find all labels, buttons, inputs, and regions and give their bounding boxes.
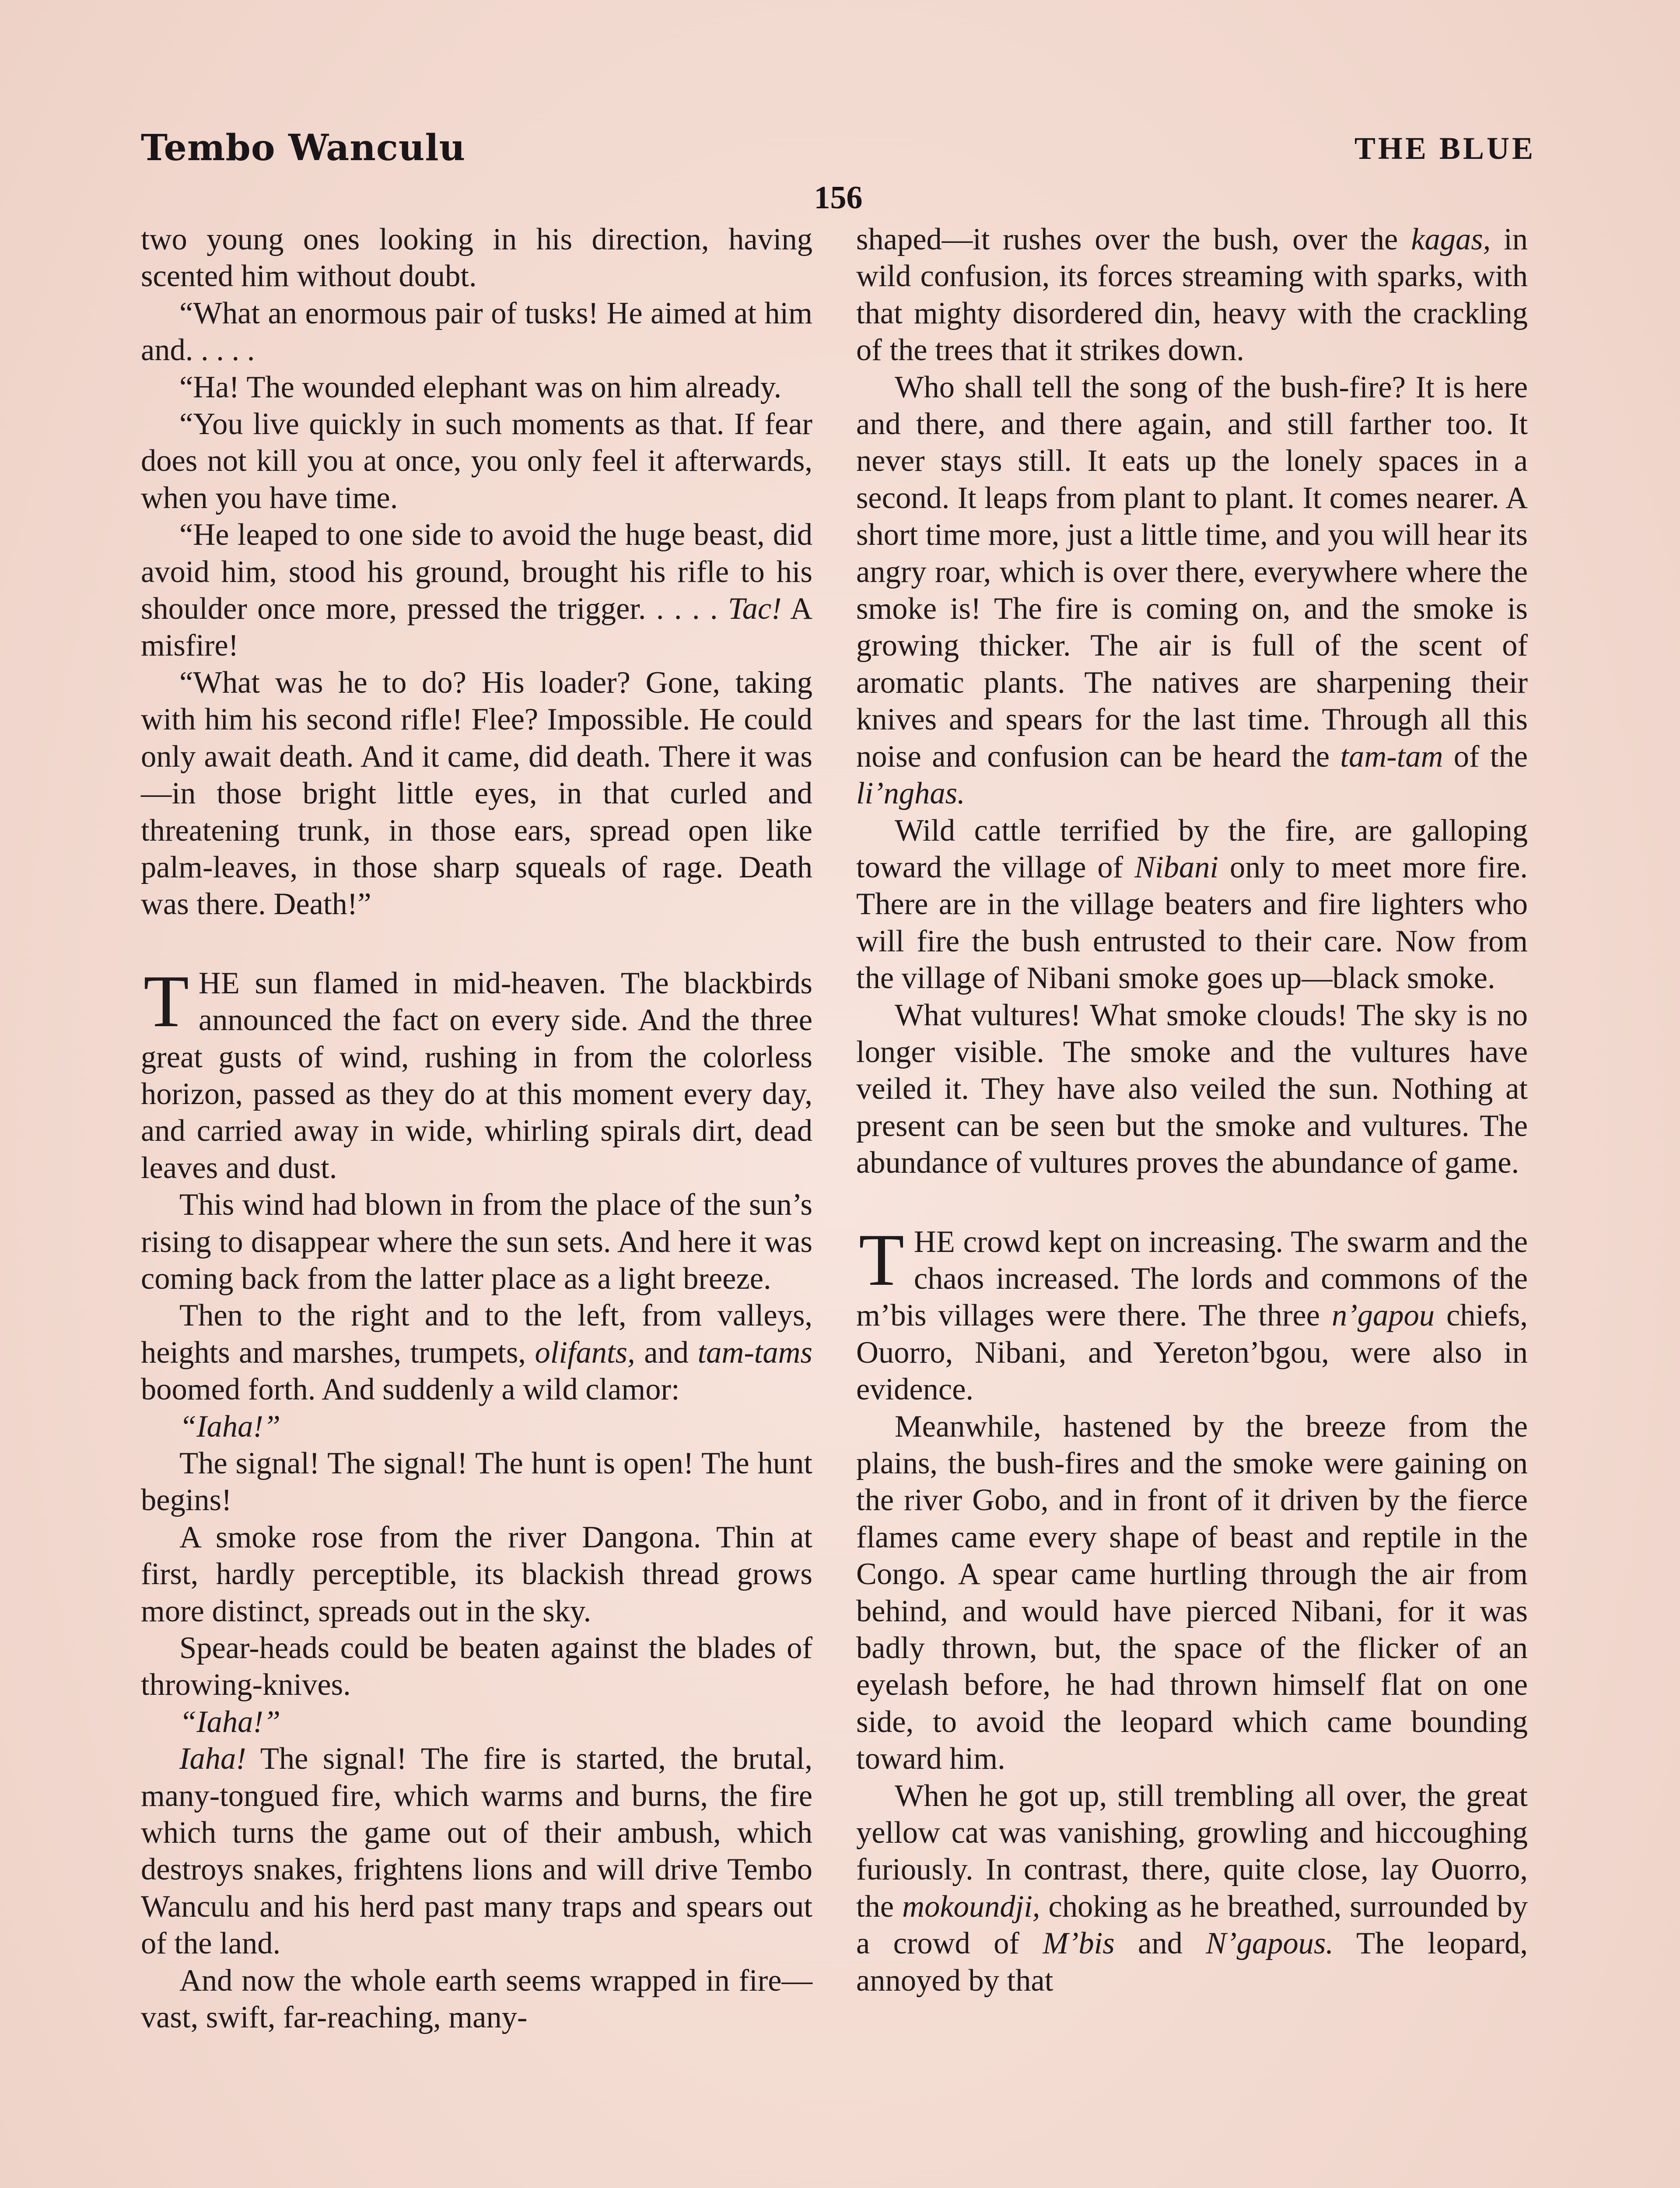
italic-text: “Iaha!” xyxy=(179,1704,281,1739)
paragraph: “What an enormous pair of tusks! He aimed at him and. . . . . xyxy=(141,296,812,368)
paragraph: Spear-heads could be beaten against the blades of throwing-knives. xyxy=(141,1631,812,1702)
paragraph-text: in wild confusion, its forces streaming with sparks, with that mighty disordered din, heavy with the crackling of the trees that it strikes down. xyxy=(856,222,1528,368)
italic-text: mokoundji, xyxy=(902,1889,1040,1924)
italic-text: Nibani xyxy=(1134,850,1219,884)
drop-cap-word: HE xyxy=(198,966,240,1000)
page-number: 156 xyxy=(814,180,863,216)
paragraph-text: Who shall tell the song of the bush-fire? It is here and there, and there again, and still farther too. It never stays still. It eats up the lonely spaces in a second. It leaps from plant to plant. It comes nearer. A short time more, just a little time, and you will hear its angry roar, which is over there, everywhere where the smoke is! The fire is coming on, and the smoke is growing thicker. The air is full of the scent of aromatic plants. The natives are sharpening their knives and spears for the last time. Through all this noise and confusion can be heard the xyxy=(856,370,1528,774)
paragraph xyxy=(141,1704,812,1740)
running-header xyxy=(141,127,1536,216)
paragraph xyxy=(141,1408,812,1445)
paragraph xyxy=(856,1778,1528,1999)
paragraph: “Ha! The wounded elephant was on him already. xyxy=(179,370,782,404)
section-opening-paragraph xyxy=(141,960,812,1186)
paragraph xyxy=(856,812,1528,997)
italic-text: n’gapou xyxy=(1331,1298,1435,1333)
paragraph xyxy=(856,369,1528,812)
paragraph-text: shaped—it rushes over the bush, over the xyxy=(856,222,1411,256)
paragraph-text: sun flamed in mid-heaven. The blackbirds announced the fact on every side. And the three great gusts of wind, rushing in from the colorless horizon, passed as they do at this moment every day, and carried away in wide, whirling spirals dirt, dead leaves and dust. xyxy=(141,966,812,1185)
paragraph-text: Then to the right and to the left, from valleys, heights and marshes, trumpets, xyxy=(141,1298,812,1370)
paragraph-text: and xyxy=(635,1335,698,1370)
paragraph-text: only to meet more fire. There are in the village beaters and fire lighters who will fire the bush entrusted to their care. Now from the village of Nibani smoke goes up—black smoke. xyxy=(856,850,1528,996)
paragraph-text: chiefs, Ouorro, Nibani, and Yereton’bgou, were also in evidence. xyxy=(856,1298,1528,1407)
paragraph-text: “He leaped to one side to avoid the huge beast, did avoid him, stood his ground, brought his rifle to his shoulder once more, pressed the trigger. . . . . xyxy=(141,518,812,626)
paragraph-text: and xyxy=(1114,1926,1206,1961)
italic-text: olifants, xyxy=(535,1335,635,1370)
italic-text: N’gapous. xyxy=(1206,1926,1334,1961)
drop-cap: T xyxy=(859,1218,904,1301)
italic-text: kagas, xyxy=(1411,222,1491,256)
italic-text: “Iaha!” xyxy=(179,1409,281,1444)
paragraph-text: The signal! The fire is started, the brutal, many-tongued fire, which warms and burns, the fire which turns the game out of their ambush, which destroys snakes, frightens lions and will drive Tembo Wanculu and his herd past many traps and spears out of the land. xyxy=(141,1742,812,1961)
italic-text: M’bis xyxy=(1043,1926,1115,1961)
paragraph-text: boomed forth. And suddenly a wild clamor: xyxy=(141,1372,680,1407)
italic-text: tam-tam xyxy=(1340,739,1443,774)
paragraph-text: A misfire! xyxy=(141,592,812,663)
left-column xyxy=(141,221,812,2036)
paragraph: two young ones looking in his direction, having scented him without doubt. xyxy=(141,222,812,294)
paragraph: This wind had blown in from the place of the sun’s rising to disappear where the sun sets. And here it was coming back from the latter place as a light breeze. xyxy=(141,1188,812,1296)
drop-cap: T xyxy=(144,960,189,1042)
section-opening-paragraph xyxy=(856,1218,1528,1408)
paragraph: A smoke rose from the river Dangona. Thin at first, hardly perceptible, its blackish thread grows more distinct, spreads out in the sky. xyxy=(141,1520,812,1628)
paragraph: The signal! The signal! The hunt is open! The hunt begins! xyxy=(141,1446,812,1518)
paragraph: “You live quickly in such moments as that. If fear does not kill you at once, you only feel it afterwards, when you have time. xyxy=(141,407,812,515)
paragraph-text: The leopard, annoyed by that xyxy=(856,1926,1528,1998)
paragraph xyxy=(141,1297,812,1408)
italic-text: tam-tams xyxy=(697,1335,812,1370)
paragraph-text: choking as he breathed, surrounded by a crowd of xyxy=(856,1889,1528,1961)
paragraph xyxy=(141,516,812,664)
running-head-magazine: THE BLUE xyxy=(1354,131,1536,166)
right-column xyxy=(856,221,1528,1999)
paragraph: And now the whole earth seems wrapped in fire—vast, swift, far-reaching, many- xyxy=(141,1963,812,2035)
paragraph-text: When he got up, still trembling all over, the great yellow cat was vanishing, growling and hiccoughing furiously. In contrast, there, quite close, lay Ouorro, the xyxy=(856,1778,1528,1924)
paragraph: What vultures! What smoke clouds! The sky is no longer visible. The smoke and the vultures have veiled it. They have also veiled the sun. Nothing at present can be seen but the smoke and vultures. The abundance of vultures proves the abundance of game. xyxy=(856,998,1528,1180)
paragraph xyxy=(141,1740,812,1962)
italic-text: Tac! xyxy=(728,592,782,626)
italic-text: Iaha! xyxy=(179,1742,246,1776)
italic-text: li’nghas. xyxy=(856,776,965,811)
paragraph-text: of the xyxy=(1443,739,1528,774)
paragraph: “What was he to do? His loader? Gone, taking with him his second rifle! Flee? Impossible. He could only await death. And it came, did death. There it was—in those bright little eyes, in that curled and threatening trunk, in those ears, spread open like palm-leaves, in those sharp squeals of rage. Death was there. Death!” xyxy=(141,665,812,922)
paragraph-text: Wild cattle terrified by the fire, are galloping toward the village of xyxy=(856,813,1528,884)
paragraph: Meanwhile, hastened by the breeze from the plains, the bush-fires and the smoke were gaining on the river Gobo, and in front of it driven by the fierce flames came every shape of beast and reptile in the Congo. A spear came hurtling through the air from behind, and would have pierced Nibani, for it was badly thrown, but, the space of the flicker of an eyelash before, he had thrown himself flat on one side, to avoid the leopard which came bounding toward him. xyxy=(856,1409,1528,1776)
paragraph xyxy=(856,221,1528,369)
drop-cap-word: HE xyxy=(914,1224,955,1259)
running-head-title: Tembo Wanculu xyxy=(141,127,466,169)
paragraph-text: crowd kept on increasing. The swarm and the chaos increased. The lords and commons of the m’bis villages were there. The three xyxy=(856,1224,1528,1333)
